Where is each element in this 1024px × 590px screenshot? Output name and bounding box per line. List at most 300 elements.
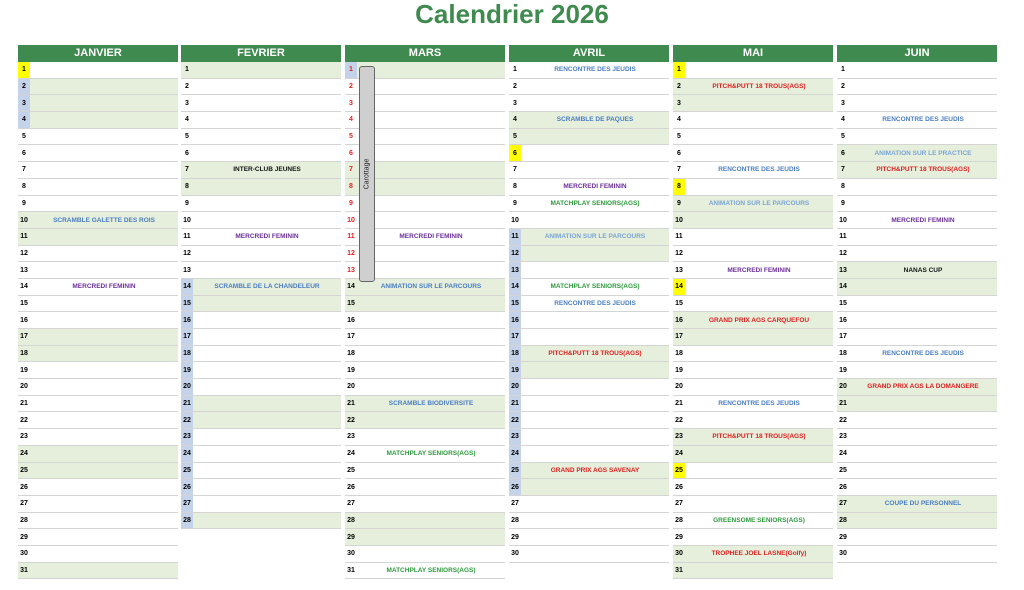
month-column-juin <box>837 45 997 563</box>
day-row[interactable] <box>181 179 341 196</box>
day-number: 11 <box>675 233 683 241</box>
day-row[interactable] <box>673 112 833 129</box>
day-number: 10 <box>511 216 519 224</box>
day-number: 10 <box>20 216 28 224</box>
day-row[interactable] <box>509 145 669 162</box>
day-row[interactable] <box>18 463 178 480</box>
day-row[interactable] <box>673 563 833 580</box>
day-number: 27 <box>20 500 28 508</box>
day-row[interactable] <box>509 396 669 413</box>
day-number: 10 <box>347 216 355 224</box>
day-number: 23 <box>347 433 355 441</box>
day-row[interactable] <box>181 362 341 379</box>
day-number: 7 <box>185 166 189 174</box>
day-row[interactable] <box>18 362 178 379</box>
day-row[interactable] <box>837 129 997 146</box>
day-row[interactable] <box>181 279 341 296</box>
day-number: 15 <box>509 296 521 312</box>
day-number: 11 <box>20 233 28 241</box>
day-row[interactable] <box>345 329 505 346</box>
day-row[interactable] <box>181 312 341 329</box>
month-column-janvier <box>18 45 178 579</box>
day-row[interactable] <box>18 446 178 463</box>
day-row[interactable] <box>673 62 833 79</box>
day-number: 28 <box>181 513 193 529</box>
day-number: 17 <box>347 333 355 341</box>
day-number: 12 <box>839 249 847 257</box>
day-number: 16 <box>675 316 683 324</box>
day-number: 7 <box>513 166 517 174</box>
day-number: 10 <box>183 216 191 224</box>
day-number: 12 <box>20 249 28 257</box>
day-row[interactable] <box>673 513 833 530</box>
day-row[interactable] <box>673 446 833 463</box>
month-header: FEVRIER <box>181 45 341 62</box>
day-number: 26 <box>20 483 28 491</box>
day-number: 2 <box>349 83 353 91</box>
day-number: 29 <box>347 533 355 541</box>
day-number: 4 <box>18 112 30 128</box>
day-number: 23 <box>839 433 847 441</box>
day-number: 29 <box>839 533 847 541</box>
day-row[interactable] <box>837 296 997 313</box>
day-row[interactable] <box>837 329 997 346</box>
month-header: JUIN <box>837 45 997 62</box>
day-number: 4 <box>185 116 189 124</box>
day-row[interactable] <box>18 429 178 446</box>
day-number: 24 <box>20 450 28 458</box>
day-row[interactable] <box>345 362 505 379</box>
event-label: RENCONTRE DES JEUDIS <box>554 66 636 74</box>
day-number: 15 <box>839 299 847 307</box>
day-row[interactable] <box>18 62 178 79</box>
day-number: 23 <box>509 429 521 445</box>
day-row[interactable] <box>673 346 833 363</box>
day-number: 15 <box>20 299 28 307</box>
day-number: 1 <box>345 62 357 78</box>
day-row[interactable] <box>837 529 997 546</box>
day-row[interactable] <box>18 379 178 396</box>
day-row[interactable] <box>509 463 669 480</box>
day-row[interactable] <box>673 262 833 279</box>
day-row[interactable] <box>181 296 341 313</box>
day-row[interactable] <box>345 446 505 463</box>
day-row[interactable] <box>837 229 997 246</box>
day-number: 13 <box>675 266 683 274</box>
day-number: 6 <box>349 149 353 157</box>
day-row[interactable] <box>181 246 341 263</box>
day-row[interactable] <box>673 412 833 429</box>
day-row[interactable] <box>181 196 341 213</box>
day-row[interactable] <box>181 95 341 112</box>
day-number: 13 <box>839 266 847 274</box>
day-row[interactable] <box>18 145 178 162</box>
day-row[interactable] <box>509 95 669 112</box>
day-number: 22 <box>675 416 683 424</box>
day-number: 19 <box>839 366 847 374</box>
day-row[interactable] <box>509 212 669 229</box>
day-row[interactable] <box>837 346 997 363</box>
day-row[interactable] <box>509 479 669 496</box>
day-row[interactable] <box>673 79 833 96</box>
day-row[interactable] <box>673 496 833 513</box>
day-row[interactable] <box>837 212 997 229</box>
day-number: 9 <box>185 199 189 207</box>
day-number: 27 <box>181 496 193 512</box>
day-row[interactable] <box>837 262 997 279</box>
event-label: ANIMATION SUR LE PARCOURS <box>544 233 646 241</box>
day-row[interactable] <box>673 145 833 162</box>
day-row[interactable] <box>18 496 178 513</box>
day-row[interactable] <box>837 396 997 413</box>
day-row[interactable] <box>673 546 833 563</box>
day-row[interactable] <box>509 362 669 379</box>
day-row[interactable] <box>673 246 833 263</box>
day-row[interactable] <box>18 212 178 229</box>
day-row[interactable] <box>18 329 178 346</box>
event-label: PITCH&PUTT 18 TROUS(AGS) <box>712 433 806 441</box>
day-number: 3 <box>185 99 189 107</box>
day-row[interactable] <box>181 262 341 279</box>
carottage-bar <box>359 66 375 282</box>
day-row[interactable] <box>345 529 505 546</box>
day-row[interactable] <box>18 246 178 263</box>
day-row[interactable] <box>837 496 997 513</box>
day-row[interactable] <box>837 362 997 379</box>
day-number: 17 <box>181 329 193 345</box>
event-label: MERCREDI FEMININ <box>399 233 463 241</box>
day-row[interactable] <box>181 396 341 413</box>
day-number: 18 <box>347 350 355 358</box>
day-row[interactable] <box>18 346 178 363</box>
day-number: 14 <box>347 283 355 291</box>
day-row[interactable] <box>181 346 341 363</box>
day-number: 11 <box>509 229 521 245</box>
day-number: 17 <box>20 333 28 341</box>
day-row[interactable] <box>673 129 833 146</box>
day-number: 26 <box>181 479 193 495</box>
day-row[interactable] <box>509 262 669 279</box>
day-row[interactable] <box>509 179 669 196</box>
day-number: 1 <box>513 66 517 74</box>
day-row[interactable] <box>837 379 997 396</box>
day-number: 15 <box>181 296 193 312</box>
day-row[interactable] <box>509 196 669 213</box>
day-row[interactable] <box>673 212 833 229</box>
day-number: 4 <box>677 116 681 124</box>
day-number: 25 <box>839 466 847 474</box>
day-row[interactable] <box>673 229 833 246</box>
day-row[interactable] <box>837 279 997 296</box>
day-row[interactable] <box>181 112 341 129</box>
day-row[interactable] <box>345 379 505 396</box>
event-label: MATCHPLAY SENIORS(AGS) <box>386 566 476 574</box>
day-number: 5 <box>513 133 517 141</box>
day-row[interactable] <box>509 112 669 129</box>
day-row[interactable] <box>509 79 669 96</box>
day-number: 4 <box>349 116 353 124</box>
day-row[interactable] <box>837 246 997 263</box>
day-number: 26 <box>509 479 521 495</box>
day-row[interactable] <box>181 129 341 146</box>
day-row[interactable] <box>673 196 833 213</box>
day-number: 19 <box>347 366 355 374</box>
day-row[interactable] <box>345 563 505 580</box>
day-row[interactable] <box>837 513 997 530</box>
day-row[interactable] <box>837 312 997 329</box>
day-number: 19 <box>20 366 28 374</box>
day-number: 31 <box>347 566 355 574</box>
day-row[interactable] <box>837 95 997 112</box>
day-row[interactable] <box>837 112 997 129</box>
day-row[interactable] <box>181 446 341 463</box>
day-row[interactable] <box>18 229 178 246</box>
day-number: 21 <box>20 400 28 408</box>
day-number: 17 <box>839 333 847 341</box>
day-number: 29 <box>511 533 519 541</box>
day-row[interactable] <box>673 329 833 346</box>
day-row[interactable] <box>345 396 505 413</box>
day-number: 3 <box>513 99 517 107</box>
day-row[interactable] <box>837 463 997 480</box>
day-row[interactable] <box>181 513 341 530</box>
day-number: 31 <box>20 566 28 574</box>
event-label: MERCREDI FEMININ <box>72 283 136 291</box>
day-row[interactable] <box>18 396 178 413</box>
day-row[interactable] <box>345 479 505 496</box>
day-number: 5 <box>677 133 681 141</box>
day-number: 30 <box>20 550 28 558</box>
day-row[interactable] <box>673 429 833 446</box>
day-row[interactable] <box>673 95 833 112</box>
day-number: 2 <box>677 83 681 91</box>
day-number: 25 <box>20 466 28 474</box>
day-row[interactable] <box>181 62 341 79</box>
day-number: 27 <box>511 500 519 508</box>
day-row[interactable] <box>673 312 833 329</box>
day-row[interactable] <box>181 496 341 513</box>
day-row[interactable] <box>509 296 669 313</box>
day-row[interactable] <box>509 62 669 79</box>
day-number: 8 <box>349 183 353 191</box>
day-row[interactable] <box>345 496 505 513</box>
day-number: 8 <box>673 179 685 195</box>
day-row[interactable] <box>837 79 997 96</box>
day-row[interactable] <box>673 362 833 379</box>
month-column-mai <box>673 45 833 579</box>
day-row[interactable] <box>509 346 669 363</box>
day-row[interactable] <box>673 479 833 496</box>
month-column-fevrier <box>181 45 341 529</box>
day-row[interactable] <box>345 513 505 530</box>
day-row[interactable] <box>18 546 178 563</box>
day-number: 11 <box>183 233 191 241</box>
day-number: 3 <box>349 99 353 107</box>
day-row[interactable] <box>509 279 669 296</box>
day-number: 12 <box>347 249 355 257</box>
event-label: RENCONTRE DES JEUDIS <box>882 350 964 358</box>
event-label: MATCHPLAY SENIORS(AGS) <box>550 283 640 291</box>
day-number: 22 <box>347 416 355 424</box>
day-number: 2 <box>513 83 517 91</box>
day-row[interactable] <box>673 179 833 196</box>
day-number: 24 <box>509 446 521 462</box>
day-row[interactable] <box>18 479 178 496</box>
day-number: 3 <box>18 95 30 111</box>
day-row[interactable] <box>345 412 505 429</box>
day-row[interactable] <box>18 412 178 429</box>
day-number: 4 <box>513 116 517 124</box>
day-number: 17 <box>509 329 521 345</box>
day-row[interactable] <box>509 229 669 246</box>
day-row[interactable] <box>837 479 997 496</box>
day-number: 6 <box>185 149 189 157</box>
day-row[interactable] <box>18 79 178 96</box>
day-row[interactable] <box>181 379 341 396</box>
day-row[interactable] <box>18 312 178 329</box>
day-number: 27 <box>347 500 355 508</box>
day-number: 28 <box>20 516 28 524</box>
day-row[interactable] <box>18 563 178 580</box>
day-row[interactable] <box>837 145 997 162</box>
day-number: 9 <box>22 199 26 207</box>
day-number: 24 <box>839 450 847 458</box>
day-number: 7 <box>349 166 353 174</box>
day-row[interactable] <box>18 162 178 179</box>
day-row[interactable] <box>18 513 178 530</box>
day-row[interactable] <box>181 212 341 229</box>
day-number: 1 <box>185 66 189 74</box>
day-number: 21 <box>675 400 683 408</box>
day-row[interactable] <box>837 446 997 463</box>
event-label: MERCREDI FEMININ <box>727 266 791 274</box>
day-number: 16 <box>839 316 847 324</box>
day-number: 1 <box>841 66 845 74</box>
day-number: 24 <box>347 450 355 458</box>
day-row[interactable] <box>837 179 997 196</box>
day-number: 30 <box>675 550 683 558</box>
day-number: 18 <box>509 346 521 362</box>
day-row[interactable] <box>509 496 669 513</box>
day-number: 12 <box>183 249 191 257</box>
event-label: MATCHPLAY SENIORS(AGS) <box>550 199 640 207</box>
day-number: 13 <box>347 266 355 274</box>
day-row[interactable] <box>509 546 669 563</box>
day-number: 13 <box>20 266 28 274</box>
event-label: ANIMATION SUR LE PRACTICE <box>874 149 972 157</box>
day-row[interactable] <box>345 546 505 563</box>
day-number: 3 <box>841 99 845 107</box>
day-row[interactable] <box>18 112 178 129</box>
day-number: 5 <box>22 133 26 141</box>
day-row[interactable] <box>18 296 178 313</box>
day-row[interactable] <box>345 312 505 329</box>
day-number: 19 <box>509 362 521 378</box>
day-number: 26 <box>675 483 683 491</box>
day-row[interactable] <box>181 329 341 346</box>
day-row[interactable] <box>509 246 669 263</box>
day-row[interactable] <box>837 62 997 79</box>
day-number: 28 <box>511 516 519 524</box>
month-header: JANVIER <box>18 45 178 62</box>
day-number: 11 <box>839 233 847 241</box>
day-number: 30 <box>511 550 519 558</box>
day-row[interactable] <box>181 229 341 246</box>
day-row[interactable] <box>18 129 178 146</box>
day-row[interactable] <box>181 79 341 96</box>
day-row[interactable] <box>509 412 669 429</box>
day-number: 14 <box>20 283 28 291</box>
day-row[interactable] <box>837 546 997 563</box>
day-row[interactable] <box>18 529 178 546</box>
day-number: 5 <box>841 133 845 141</box>
day-row[interactable] <box>181 162 341 179</box>
event-label: MERCREDI FEMININ <box>891 216 955 224</box>
day-row[interactable] <box>509 129 669 146</box>
day-row[interactable] <box>18 262 178 279</box>
day-row[interactable] <box>18 95 178 112</box>
day-row[interactable] <box>673 529 833 546</box>
day-number: 14 <box>839 283 847 291</box>
day-row[interactable] <box>509 379 669 396</box>
day-row[interactable] <box>509 329 669 346</box>
day-row[interactable] <box>181 463 341 480</box>
day-row[interactable] <box>345 463 505 480</box>
day-number: 22 <box>20 416 28 424</box>
day-row[interactable] <box>837 162 997 179</box>
day-number: 18 <box>675 350 683 358</box>
day-number: 6 <box>22 149 26 157</box>
day-row[interactable] <box>181 412 341 429</box>
day-number: 29 <box>675 533 683 541</box>
day-row[interactable] <box>673 296 833 313</box>
day-row[interactable] <box>18 279 178 296</box>
day-number: 23 <box>675 433 683 441</box>
day-row[interactable] <box>181 145 341 162</box>
day-row[interactable] <box>673 379 833 396</box>
day-number: 22 <box>839 416 847 424</box>
day-row[interactable] <box>673 463 833 480</box>
event-label: PITCH&PUTT 18 TROUS(AGS) <box>712 83 806 91</box>
day-number: 9 <box>349 199 353 207</box>
day-row[interactable] <box>509 162 669 179</box>
day-row[interactable] <box>837 196 997 213</box>
day-row[interactable] <box>509 513 669 530</box>
day-row[interactable] <box>345 296 505 313</box>
day-number: 29 <box>20 533 28 541</box>
day-row[interactable] <box>509 429 669 446</box>
day-row[interactable] <box>18 196 178 213</box>
day-number: 24 <box>181 446 193 462</box>
day-row[interactable] <box>181 479 341 496</box>
day-row[interactable] <box>509 312 669 329</box>
day-number: 20 <box>181 379 193 395</box>
day-row[interactable] <box>181 429 341 446</box>
day-row[interactable] <box>837 429 997 446</box>
day-row[interactable] <box>837 412 997 429</box>
day-row[interactable] <box>673 396 833 413</box>
day-row[interactable] <box>345 346 505 363</box>
day-row[interactable] <box>673 162 833 179</box>
day-row[interactable] <box>673 279 833 296</box>
day-number: 3 <box>677 99 681 107</box>
day-row[interactable] <box>509 446 669 463</box>
day-row[interactable] <box>509 529 669 546</box>
day-number: 20 <box>509 379 521 395</box>
day-number: 26 <box>347 483 355 491</box>
day-row[interactable] <box>345 429 505 446</box>
day-row[interactable] <box>18 179 178 196</box>
